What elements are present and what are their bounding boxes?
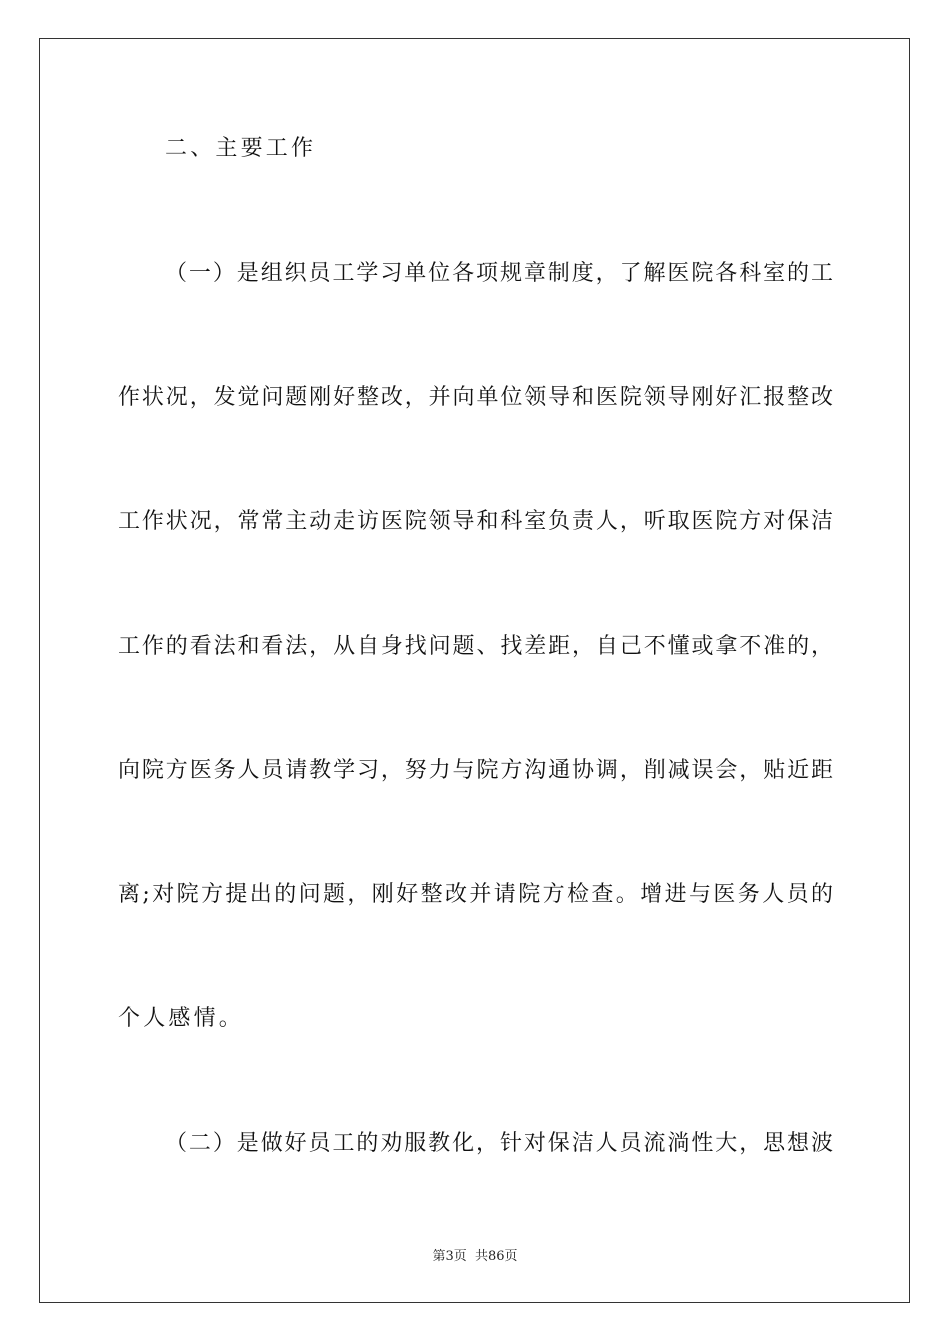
paragraph-line-2: 作状况，发觉问题刚好整改，并向单位领导和医院领导刚好汇报整改 bbox=[118, 385, 833, 410]
paragraph-line-8: （二）是做好员工的劝服教化，针对保洁人员流淌性大，思想波 bbox=[165, 1131, 833, 1156]
paragraph-line-3: 工作状况，常常主动走访医院领导和科室负责人，听取医院方对保洁 bbox=[118, 509, 833, 534]
page-number: 第3页 bbox=[432, 1249, 467, 1264]
section-heading: 二、主要工作 bbox=[165, 136, 317, 161]
paragraph-line-7: 个人感情。 bbox=[118, 1006, 245, 1031]
page-border bbox=[39, 38, 910, 1303]
total-pages: 共86页 bbox=[474, 1249, 518, 1264]
page-footer bbox=[0, 1245, 950, 1264]
paragraph-line-1: （一）是组织员工学习单位各项规章制度，了解医院各科室的工 bbox=[165, 261, 833, 286]
paragraph-line-5: 向院方医务人员请教学习，努力与院方沟通协调，削减误会，贴近距 bbox=[118, 758, 833, 783]
paragraph-line-4: 工作的看法和看法，从自身找问题、找差距，自己不懂或拿不准的， bbox=[118, 634, 833, 659]
paragraph-line-6: 离;对院方提出的问题，刚好整改并请院方检查。增进与医务人员的 bbox=[118, 882, 833, 907]
